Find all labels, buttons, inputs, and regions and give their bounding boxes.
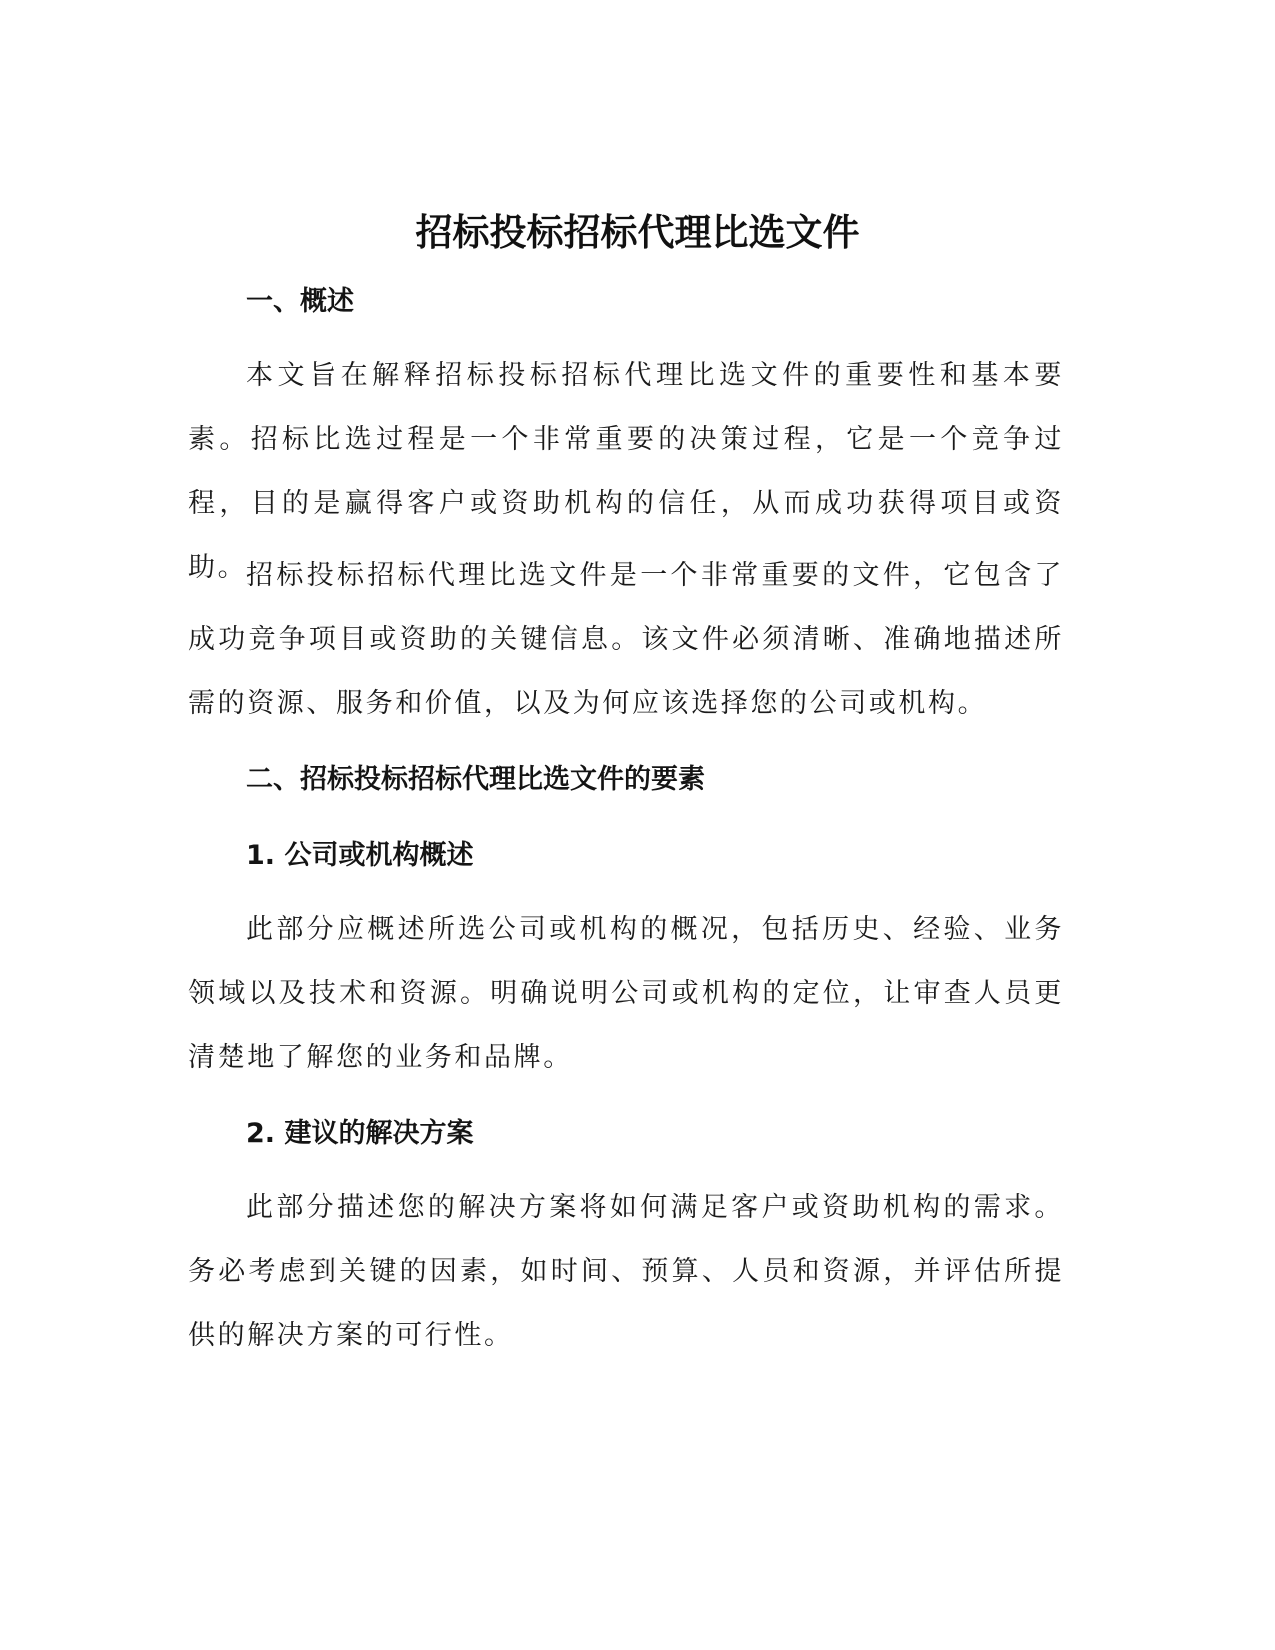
overview-paragraph-1: 本文旨在解释招标投标招标代理比选文件的重要性和基本要素。招标比选过程是一个非常重要的决策过程，它是一个竞争过程，目的是赢得客户或资助机构的信任，从而成功获得项目或资助。: [188, 360, 1064, 583]
company-overview-paragraph: 此部分应概述所选公司或机构的概况，包括历史、经验、业务领域以及技术和资源。明确说明公司或机构的定位，让审查人员更清楚地了解您的业务和品牌。: [188, 914, 1064, 1073]
subsection-heading-company-overview: 1. 公司或机构概述: [246, 840, 474, 871]
proposed-solution-paragraph: 此部分描述您的解决方案将如何满足客户或资助机构的需求。务必考虑到关键的因素，如时间、预算、人员和资源，并评估所提供的解决方案的可行性。: [188, 1192, 1064, 1351]
document-title: 招标投标招标代理比选文件: [415, 211, 860, 254]
subsection-heading-proposed-solution: 2. 建议的解决方案: [246, 1118, 474, 1149]
overview-paragraph-2: 招标投标招标代理比选文件是一个非常重要的文件，它包含了成功竞争项目或资助的关键信息。该文件必须清晰、准确地描述所需的资源、服务和价值，以及为何应该选择您的公司或机构。: [188, 560, 1064, 719]
section-heading-elements: 二、招标投标招标代理比选文件的要素: [246, 764, 705, 795]
section-heading-overview: 一、概述: [246, 286, 354, 317]
